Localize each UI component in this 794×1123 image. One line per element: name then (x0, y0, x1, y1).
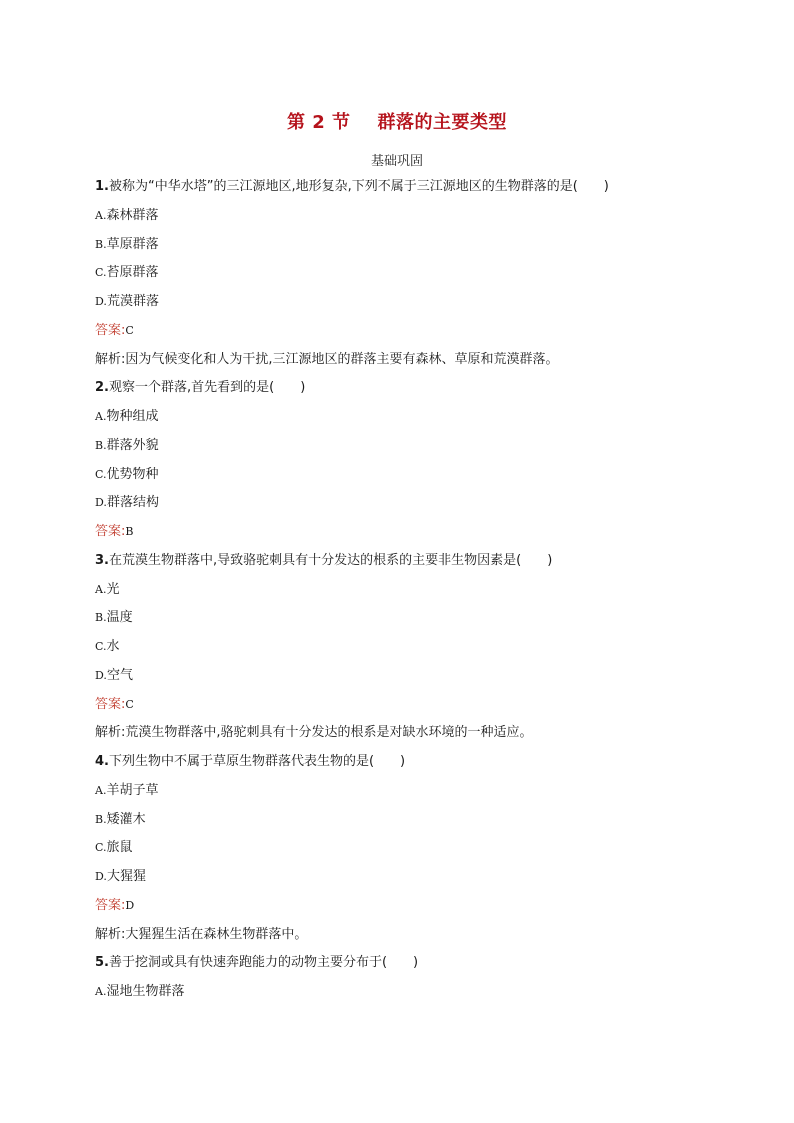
question-stem (95, 954, 715, 983)
option-text: 空气 (106, 667, 133, 683)
option-letter: B. (95, 438, 107, 452)
option-letter: A. (95, 783, 107, 797)
option-text: 羊胡子草 (106, 782, 159, 798)
answer-value: B (125, 525, 134, 538)
question-stem (95, 178, 715, 207)
option-letter: D. (95, 496, 107, 510)
option-letter: D. (95, 870, 107, 883)
option-text: 物种组成 (106, 409, 159, 424)
analysis-line (95, 926, 715, 955)
option-letter: C. (95, 640, 107, 653)
option-item (95, 408, 715, 437)
analysis-label: 解析: (95, 725, 126, 741)
option-text: 湿地生物群落 (106, 984, 185, 999)
question-number: 3. (95, 552, 109, 568)
option-letter: D. (95, 668, 107, 682)
option-item (95, 264, 715, 293)
option-item (95, 667, 715, 696)
option-text: 优势物种 (106, 466, 159, 482)
option-item (95, 494, 715, 523)
analysis-text: 大猩猩生活在森林生物群落中。 (125, 926, 308, 942)
option-letter: C. (95, 467, 107, 481)
option-letter: B. (95, 611, 107, 625)
question-number: 1. (95, 179, 109, 194)
option-letter: A. (95, 582, 107, 596)
answer-line (95, 897, 715, 926)
option-letter: D. (95, 295, 107, 308)
option-item (95, 811, 715, 840)
analysis-line (95, 351, 715, 380)
option-text: 群落外貌 (106, 437, 159, 453)
option-item (95, 293, 715, 322)
answer-line (95, 696, 715, 725)
option-text: 群落结构 (106, 495, 159, 511)
question-text: 善于挖洞或具有快速奔跑能力的动物主要分布于( ) (108, 955, 419, 971)
analysis-label: 解析: (95, 926, 126, 942)
option-item (95, 839, 715, 868)
answer-value: C (125, 323, 134, 337)
option-item (95, 782, 715, 811)
option-text: 旅鼠 (106, 840, 133, 856)
option-letter: C. (95, 266, 107, 280)
option-item (95, 868, 715, 897)
option-letter: A. (95, 208, 107, 222)
analysis-text: 荒漠生物群落中,骆驼刺具有十分发达的根系是对缺水环境的一种适应。 (125, 725, 533, 741)
question-number: 5. (95, 955, 109, 971)
option-item (95, 207, 715, 236)
option-text: 森林群落 (106, 207, 159, 223)
option-item (95, 236, 715, 265)
option-text: 温度 (106, 610, 133, 626)
option-text: 草原群落 (106, 236, 159, 252)
question-text: 在荒漠生物群落中,导致骆驼刺具有十分发达的根系的主要非生物因素是( ) (108, 552, 553, 568)
page-title: 第 2 节 群落的主要类型 (286, 112, 508, 133)
option-letter: B. (95, 812, 107, 826)
question-stem (95, 753, 715, 782)
option-item (95, 609, 715, 638)
answer-value: D (125, 898, 135, 912)
option-letter: C. (95, 841, 107, 855)
option-item (95, 983, 715, 1012)
option-item (95, 638, 715, 667)
answer-label: 答案: (95, 524, 126, 539)
analysis-text: 因为气候变化和人为干扰,三江源地区的群落主要有森林、草原和荒漠群落。 (125, 351, 559, 367)
answer-label: 答案: (95, 897, 126, 913)
question-text: 被称为“中华水塔”的三江源地区,地形复杂,下列不属于三江源地区的生物群落的是( ) (108, 179, 609, 194)
analysis-line (95, 724, 715, 753)
question-number: 4. (95, 754, 109, 769)
analysis-label: 解析: (95, 351, 126, 367)
question-stem (95, 552, 715, 581)
question-list (95, 178, 715, 1012)
question-number: 2. (95, 380, 109, 396)
section-heading: 基础巩固 (370, 154, 423, 169)
question-text: 观察一个群落,首先看到的是( ) (108, 380, 306, 396)
option-text: 矮灌木 (106, 811, 146, 827)
answer-line (95, 523, 715, 552)
question-stem (95, 379, 715, 408)
option-text: 光 (106, 581, 120, 597)
option-letter: B. (95, 237, 107, 251)
option-item (95, 437, 715, 466)
option-text: 苔原群落 (106, 265, 159, 281)
answer-line (95, 322, 715, 351)
option-item (95, 581, 715, 610)
option-letter: A. (95, 410, 107, 423)
option-item (95, 466, 715, 495)
option-text: 大猩猩 (106, 869, 146, 884)
answer-label: 答案: (95, 322, 126, 338)
option-text: 水 (106, 639, 120, 654)
answer-label: 答案: (95, 696, 126, 712)
option-letter: A. (95, 985, 107, 998)
question-text: 下列生物中不属于草原生物群落代表生物的是( ) (108, 754, 406, 769)
answer-value: C (125, 697, 134, 711)
option-text: 荒漠群落 (106, 294, 159, 309)
